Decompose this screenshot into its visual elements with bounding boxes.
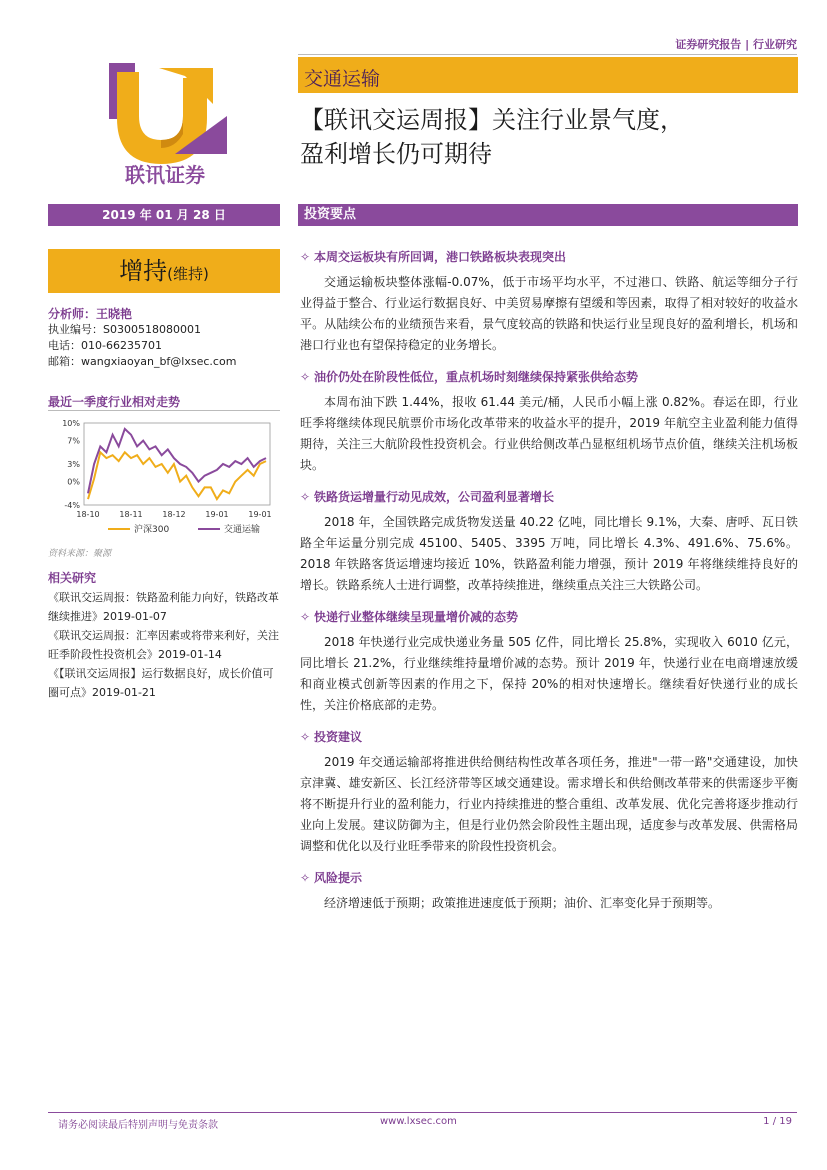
diamond-icon: ✧: [300, 370, 311, 384]
y-tick-label: -4%: [64, 501, 80, 510]
diamond-icon: ✧: [300, 730, 311, 744]
divider: [48, 410, 280, 411]
x-tick-label: 18-12: [162, 510, 186, 519]
report-type-header: 证券研究报告 | 行业研究: [675, 38, 797, 51]
chart-section-title: 最近一季度行业相对走势: [48, 395, 181, 409]
key-points-bar: [298, 204, 798, 226]
analyst-name: 分析师：王晓艳: [48, 307, 133, 321]
section-heading: ✧ 本周交运板块有所回调，港口铁路板块表现突出: [300, 250, 567, 264]
top-rule: [298, 54, 797, 55]
y-tick-label: 7%: [67, 436, 80, 446]
section: [300, 728, 798, 857]
report-title: [300, 103, 800, 171]
diamond-icon: ✧: [300, 871, 311, 885]
section-heading: ✧ 风险提示: [300, 871, 363, 885]
related-item[interactable]: 《联讯交运周报：汇率因素或将带来利好，关注旺季阶段性投资机会》2019-01-14: [48, 629, 279, 661]
section-body: 本周布油下跌 1.44%，报收 61.44 美元/桶，人民币小幅上涨 0.82%。春运在即，行业旺季将继续体现民航票价市场化改革带来的收益水平的提升，2019 年航空主业盈利能力值得期待，关注三大航阶段性投资机会。行业供给侧改革凸显枢纽机场节点价值，继续关注机场板块。: [300, 395, 798, 472]
section: [300, 488, 798, 596]
related-item[interactable]: 《联讯交运周报：铁路盈利能力向好，铁路改革继续推进》2019-01-07: [48, 591, 279, 623]
series-line: [88, 452, 266, 499]
related-research-list: [48, 588, 280, 702]
logo-text: 联讯证券: [125, 163, 205, 187]
x-tick-label: 18-11: [119, 510, 143, 519]
section-body: 交通运输板块整体涨幅-0.07%，低于市场平均水平，不过港口、铁路、航运等细分子行业得益于整合、行业运行数据良好、中美贸易摩擦有望缓和等因素，取得了相对较好的收益水平。从陆续公布的业绩预告来看，景气度较高的铁路和快运行业呈现良好的盈利增长，机场和港口行业也有望保持稳定的业务增长。: [300, 275, 798, 352]
section-heading: ✧ 快递行业整体继续呈现量增价减的态势: [300, 610, 519, 624]
y-tick-label: 3%: [67, 460, 80, 469]
section-body: 2018 年快递行业完成快递业务量 505 亿件，同比增长 25.8%，实现收入 6010 亿元，同比增长 21.2%，行业继续维持量增价减的态势。预计 2019 年，快递行业在电商增速放缓和商业模式创新等因素的作用之下，保持 20%的相对快速增长。继续看好快递行业的成长性，关注价格底部的走势。: [300, 635, 798, 712]
diamond-icon: ✧: [300, 610, 311, 624]
footer-rule: [48, 1112, 797, 1113]
chart-source: 资料来源：聚源: [48, 549, 112, 559]
legend-label: 交通运输: [224, 525, 261, 535]
rating-sub: (维持): [167, 265, 209, 283]
relative-trend-chart: [48, 413, 280, 538]
section: [300, 368, 798, 476]
related-research-title: 相关研究: [48, 571, 97, 585]
series-line: [88, 429, 266, 493]
report-title-line: 【联讯交运周报】关注行业景气度，: [300, 106, 684, 134]
section: [300, 869, 798, 914]
section-body: 2019 年交通运输部将推进供给侧结构性改革各项任务，推进"一带一路"交通建设，加快京津冀、雄安新区、长江经济带等区域交通建设。需求增长和供给侧改革带来的供需逐步平衡将不断提升行业的盈利能力，行业内持续推进的整合重组、改革发展、优化完善将逐步推动行业向上发展。建议防御为主，但是行业仍然会阶段性主题出现，适度参与改革发展、供需格局调整和优化以及行业旺季带来的阶段性投资机会。: [300, 755, 798, 853]
key-points-label: 投资要点: [304, 207, 357, 222]
footer-url[interactable]: www.lxsec.com: [380, 1116, 457, 1127]
company-logo: [95, 58, 235, 188]
analyst-id: 执业编号：S0300518080001: [48, 323, 201, 336]
section-heading: ✧ 铁路货运增量行动见成效，公司盈利显著增长: [300, 490, 555, 504]
x-tick-label: 19-01: [248, 510, 272, 519]
report-title-line: 盈利增长仍可期待: [300, 140, 492, 168]
analyst-info: [48, 306, 288, 370]
analyst-phone: 电话：010-66235701: [48, 339, 162, 352]
section-body: 2018 年，全国铁路完成货物发送量 40.22 亿吨，同比增长 9.1%，大秦、唐呼、瓦日铁路全年运量分别完成 45100、5405、3395 万吨，同比增长 4.3%、491.6%、75.6%。2018 年铁路客货运增速均接近 10%，铁路盈利能力增强，预计 2019 年将继续维持良好的增长。铁路系统人士进行调整，改革持续推进，继续重点关注三大铁路公司。: [300, 515, 798, 592]
section-heading: ✧ 油价仍处在阶段性低位，重点机场时刻继续保持紧张供给态势: [300, 370, 639, 384]
section: [300, 248, 798, 356]
sector-bar: [298, 57, 798, 93]
rating-main: 增持: [119, 257, 168, 285]
footer-disclaimer[interactable]: 请务必阅读最后特别声明与免责条款: [58, 1120, 218, 1131]
section-body: 经济增速低于预期；政策推进速度低于预期；油价、汇率变化异于预期等。: [324, 896, 721, 910]
analyst-email: 邮箱：wangxiaoyan_bf@lxsec.com: [48, 355, 237, 368]
page-number: 1 / 19: [763, 1116, 792, 1127]
sector-label: 交通运输: [304, 68, 381, 90]
diamond-icon: ✧: [300, 250, 311, 264]
diamond-icon: ✧: [300, 490, 311, 504]
chart-svg: [48, 413, 280, 538]
section: [300, 608, 798, 716]
x-tick-label: 19-01: [205, 510, 229, 519]
related-item[interactable]: 《【联讯交运周报】运行数据良好，成长价值可圈可点》2019-01-21: [48, 667, 274, 699]
main-content: [300, 248, 798, 926]
y-tick-label: 10%: [62, 419, 80, 428]
rating-box: [48, 249, 280, 293]
y-tick-label: 0%: [67, 477, 80, 487]
section-heading: ✧ 投资建议: [300, 730, 363, 744]
report-date: 2019 年 01 月 28 日: [48, 204, 280, 226]
legend-label: 沪深300: [134, 525, 170, 535]
x-tick-label: 18-10: [76, 510, 100, 519]
